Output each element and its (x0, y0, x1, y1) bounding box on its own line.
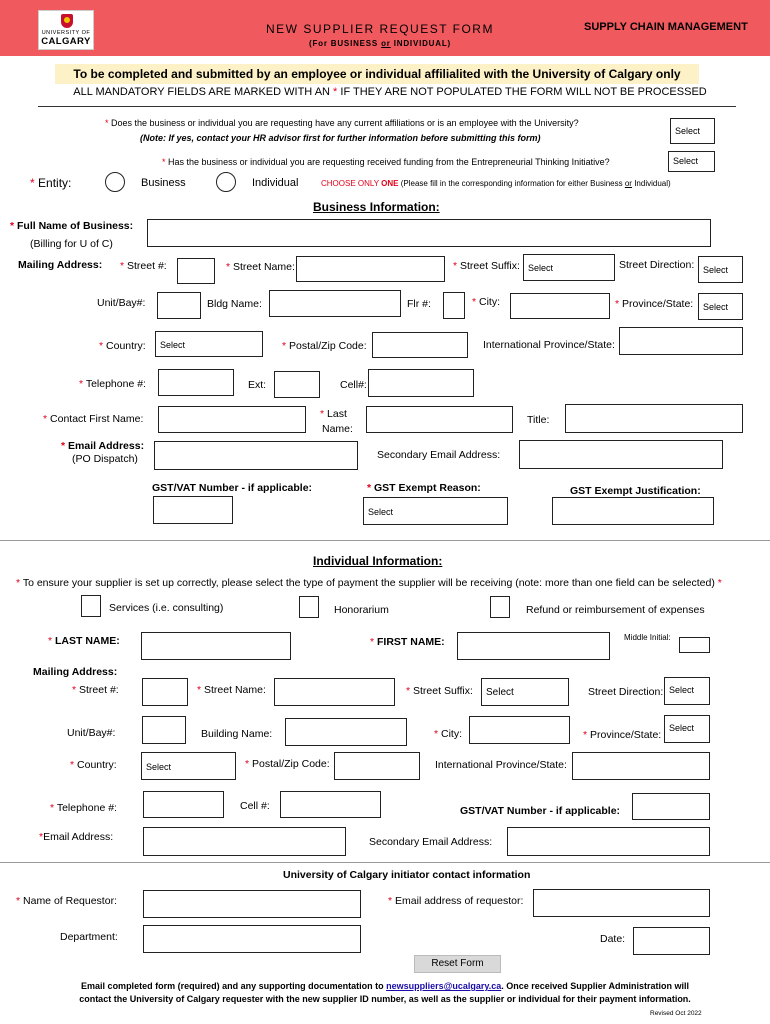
individual-street-name-label: * Street Name: (197, 684, 266, 696)
individual-first-name-input[interactable] (457, 632, 610, 660)
business-unit-input[interactable] (157, 292, 201, 319)
individual-gst-label: GST/VAT Number - if applicable: (460, 805, 621, 817)
business-secondary-email-label: Secondary Email Address: (377, 449, 501, 461)
individual-email-label: *Email Address: (39, 831, 114, 843)
form-title: NEW SUPPLIER REQUEST FORM (266, 22, 494, 36)
business-flr-input[interactable] (443, 292, 465, 319)
entity-label: * Entity: (30, 176, 72, 190)
logo-small-text: UNIVERSITY OF (41, 30, 91, 36)
business-street-direction-label: Street Direction: (619, 259, 695, 271)
individual-building-label: Building Name: (201, 728, 273, 740)
business-street-name-label: * Street Name: (226, 261, 295, 273)
footer-instructions: Email completed form (required) and any supporting documentation to newsuppliers@ucalgary.ca. Once received Supplier Administration will contact the University of Calgary requester with the new supplier ID number, as well as the supplier or individual for their payment information. (79, 981, 691, 1004)
business-email-label: * Email Address: (61, 440, 145, 452)
billing-note: (Billing for U of C) (30, 238, 113, 250)
individual-secondary-email-input[interactable] (507, 827, 710, 856)
individual-country-label: * Country: (70, 759, 117, 771)
business-title-input[interactable] (565, 404, 743, 433)
individual-city-label: * City: (434, 728, 463, 740)
po-dispatch-note: (PO Dispatch) (72, 453, 138, 465)
initiator-email-input[interactable] (533, 889, 710, 917)
business-last-label-1: * Last (320, 408, 347, 420)
business-gst-exempt-reason-select[interactable]: Select (363, 497, 508, 525)
business-gst-exempt-reason-label: * GST Exempt Reason: (367, 482, 481, 494)
business-secondary-email-input[interactable] (519, 440, 723, 469)
business-heading: Business Information: (313, 200, 440, 214)
business-postal-label: * Postal/Zip Code: (282, 340, 367, 352)
business-intl-province-label: International Province/State: (483, 339, 615, 351)
business-title-label: Title: (527, 414, 550, 426)
individual-street-name-input[interactable] (274, 678, 395, 706)
individual-last-name-input[interactable] (141, 632, 291, 660)
individual-mailing-label: Mailing Address: (33, 666, 118, 678)
form-subtitle: (For BUSINESS or INDIVIDUAL) (309, 39, 451, 48)
business-ext-input[interactable] (274, 371, 320, 398)
initiator-department-label: Department: (60, 931, 118, 943)
business-street-suffix-select[interactable]: Select (523, 254, 615, 281)
business-street-no-label: * Street #: (120, 260, 167, 272)
business-cell-input[interactable] (368, 369, 474, 397)
reset-form-button[interactable]: Reset Form (414, 955, 501, 973)
initiator-name-input[interactable] (143, 890, 361, 918)
business-last-name-input[interactable] (366, 406, 513, 433)
individual-street-no-label: * Street #: (72, 684, 119, 696)
business-unit-label: Unit/Bay#: (97, 297, 146, 309)
entity-individual-radio[interactable] (216, 172, 236, 192)
individual-telephone-input[interactable] (143, 791, 224, 818)
refund-label: Refund or reimbursement of expenses (526, 604, 705, 616)
individual-payment-note: * To ensure your supplier is set up correctly, please select the type of payment the supplier will be receiving (note: more than one field can be selected) * (16, 577, 722, 589)
individual-city-input[interactable] (469, 716, 570, 744)
individual-street-direction-select[interactable]: Select (664, 677, 710, 705)
department-name: SUPPLY CHAIN MANAGEMENT (584, 21, 748, 33)
q1-select[interactable]: Select (670, 118, 715, 144)
initiator-date-input[interactable] (633, 927, 710, 955)
business-province-select[interactable]: Select (698, 293, 743, 320)
q2-select[interactable]: Select (668, 151, 715, 172)
individual-email-input[interactable] (143, 827, 346, 856)
honorarium-checkbox[interactable] (299, 596, 319, 618)
business-bldg-input[interactable] (269, 290, 401, 317)
business-cell-label: Cell#: (340, 379, 367, 391)
individual-unit-label: Unit/Bay#: (67, 727, 116, 739)
initiator-name-label: * Name of Requestor: (16, 895, 117, 907)
individual-first-name-label: * FIRST NAME: (370, 636, 445, 648)
business-country-select[interactable]: Select (155, 331, 263, 357)
initiator-heading: University of Calgary initiator contact information (283, 869, 531, 881)
entity-choose-note: CHOOSE ONLY ONE (Please fill in the corresponding information for either Business or Individual) (321, 179, 671, 188)
crest-icon (61, 14, 73, 28)
initiator-email-label: * Email address of requestor: (388, 895, 524, 907)
business-ext-label: Ext: (248, 379, 267, 391)
individual-street-direction-label: Street Direction: (588, 686, 664, 698)
business-last-label-2: Name: (322, 423, 353, 435)
services-label: Services (i.e. consulting) (109, 602, 224, 614)
individual-cell-label: Cell #: (240, 800, 270, 812)
business-full-name-input[interactable] (147, 219, 711, 247)
refund-checkbox[interactable] (490, 596, 510, 618)
business-province-label: * Province/State: (615, 298, 694, 310)
q1-question: * Does the business or individual you are requesting have any current affiliations or is an employee with the University? (105, 118, 579, 128)
individual-telephone-label: * Telephone #: (50, 802, 117, 814)
individual-secondary-email-label: Secondary Email Address: (369, 836, 493, 848)
business-city-input[interactable] (510, 293, 610, 319)
individual-intl-province-input[interactable] (572, 752, 710, 780)
initiator-date-label: Date: (600, 933, 626, 945)
individual-postal-input[interactable] (334, 752, 420, 780)
business-gst-exempt-just-input[interactable] (552, 497, 714, 525)
business-flr-label: Flr #: (407, 298, 431, 310)
initiator-department-input[interactable] (143, 925, 361, 953)
business-street-name-input[interactable] (296, 256, 445, 282)
individual-building-input[interactable] (285, 718, 407, 746)
individual-street-no-input[interactable] (142, 678, 188, 706)
individual-country-select[interactable]: Select (141, 752, 236, 780)
honorarium-label: Honorarium (334, 604, 389, 616)
business-postal-input[interactable] (372, 332, 468, 358)
university-logo (38, 10, 94, 50)
entity-individual-label: Individual (252, 177, 299, 189)
business-gst-exempt-just-label: GST Exempt Justification: (570, 485, 701, 497)
individual-middle-input[interactable] (679, 637, 710, 653)
divider (0, 862, 770, 863)
business-street-direction-select[interactable]: Select (698, 256, 743, 283)
individual-last-name-label: * LAST NAME: (48, 635, 120, 647)
q1-note: (Note: If yes, contact your HR advisor first for further information before submitting this form) (140, 133, 541, 143)
individual-postal-label: * Postal/Zip Code: (245, 758, 330, 770)
business-gst-input[interactable] (153, 496, 233, 524)
individual-province-select[interactable]: Select (664, 715, 710, 743)
business-gst-label: GST/VAT Number - if applicable: (152, 482, 313, 494)
individual-heading: Individual Information: (313, 554, 443, 568)
business-street-suffix-label: * Street Suffix: (453, 260, 520, 272)
revised-date: Revised Oct 2022 (650, 1010, 702, 1017)
business-email-input[interactable] (154, 441, 358, 470)
individual-street-suffix-label: * Street Suffix: (406, 685, 473, 697)
services-checkbox[interactable] (81, 595, 101, 617)
individual-middle-label: Middle Initial: (624, 633, 671, 642)
business-bldg-label: Bldg Name: (207, 298, 262, 310)
individual-gst-input[interactable] (632, 793, 710, 820)
entity-business-radio[interactable] (105, 172, 125, 192)
individual-street-suffix-select[interactable]: Select (481, 678, 569, 706)
business-street-no-input[interactable] (177, 258, 215, 284)
divider (38, 106, 736, 107)
q2-question: * Has the business or individual you are requesting received funding from the Entrepreneurial Thinking Initiative? (162, 157, 610, 167)
divider (0, 540, 770, 541)
entity-business-label: Business (141, 177, 186, 189)
logo-big-text: CALGARY (41, 36, 91, 47)
individual-cell-input[interactable] (280, 791, 381, 818)
business-telephone-label: * Telephone #: (79, 378, 146, 390)
business-mailing-label: Mailing Address: (18, 259, 103, 271)
individual-unit-input[interactable] (142, 716, 186, 744)
business-contact-first-input[interactable] (158, 406, 306, 433)
business-intl-province-input[interactable] (619, 327, 743, 355)
business-city-label: * City: (472, 296, 501, 308)
individual-province-label: * Province/State: (583, 729, 662, 741)
mandatory-note: ALL MANDATORY FIELDS ARE MARKED WITH AN * IF THEY ARE NOT POPULATED THE FORM WILL NOT BE PROCESSED (73, 86, 707, 98)
business-country-label: * Country: (99, 340, 146, 352)
business-telephone-input[interactable] (158, 369, 234, 396)
newsuppliers-email-link[interactable]: newsuppliers@ucalgary.ca (386, 981, 502, 991)
individual-intl-province-label: International Province/State: (435, 759, 567, 771)
instructions-banner: To be completed and submitted by an employee or individual affilialited with the University of Calgary only (55, 64, 699, 84)
business-full-name-label: * Full Name of Business: (10, 220, 134, 232)
business-contact-first-label: * Contact First Name: (43, 413, 144, 425)
